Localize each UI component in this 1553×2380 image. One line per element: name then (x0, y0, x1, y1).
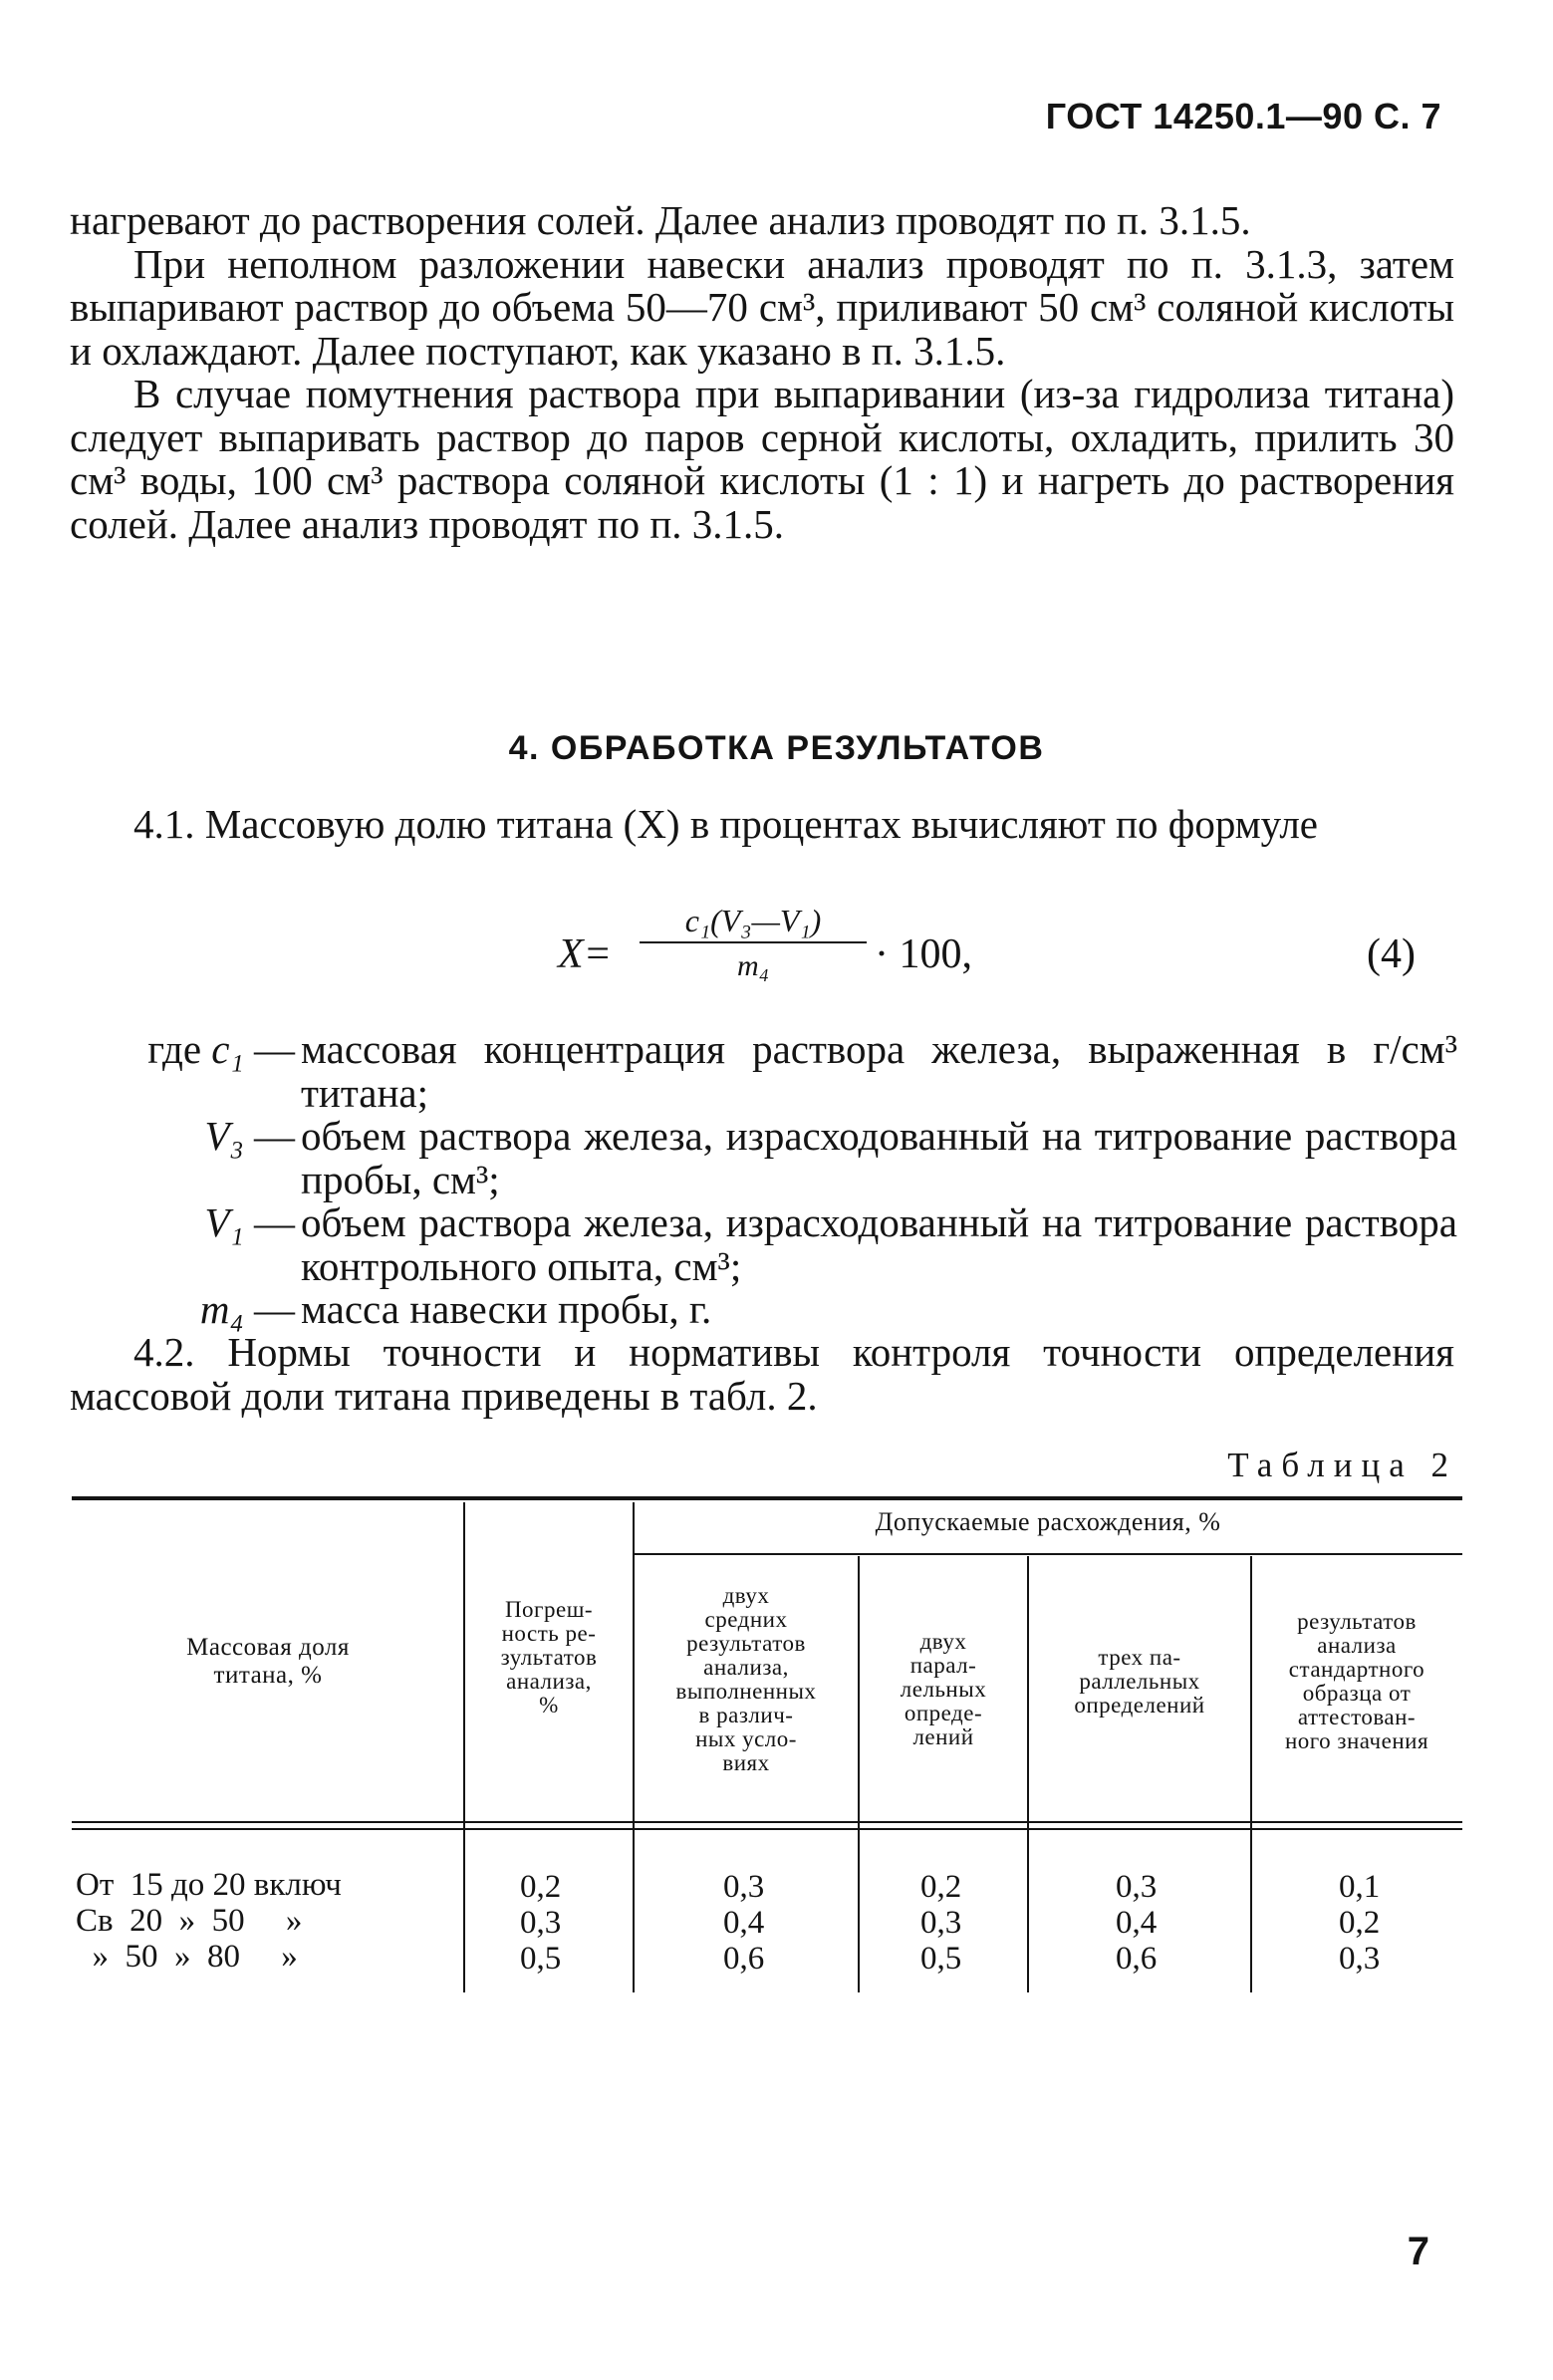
formula-lhs: X= (558, 931, 612, 977)
clause-4-2: 4.2. Нормы точности и нормативы контроля точности определения массовой доли титана приведены в табл. 2. (70, 1329, 1454, 1419)
paragraph: В случае помутнения раствора при выпаривании (из-за гидролиза титана) следует выпаривать раствор до паров серной кислоты, охладить, прилить 30 см³ воды, 100 см³ раствора соляной кислоты (1 : 1) и нагреть до растворения солей. Далее анализ проводят по п. 3.1.5. (70, 371, 1454, 547)
table-cell: 0,5 (520, 1941, 562, 1977)
formula-multiplier: · 100, (875, 931, 972, 977)
table-cell: 0,6 (723, 1941, 765, 1977)
group-header: Допускаемые расхождения, % (875, 1507, 1221, 1536)
definition-symbol: V₁ — (204, 1199, 295, 1245)
table-caption: Таблица 2 (1227, 1446, 1457, 1484)
running-header: ГОСТ 14250.1—90 С. 7 (1045, 96, 1441, 136)
column-header-titanium: Массовая доля титана, % (186, 1634, 350, 1689)
table-row-label: От 15 до 20 включ (76, 1867, 342, 1903)
definition-text: масса навески пробы, г. (301, 1286, 712, 1332)
page-number: 7 (1407, 2230, 1429, 2273)
column-header-three-parallel: трех па- раллельных определений (1074, 1645, 1205, 1718)
table-cell: 0,6 (1116, 1941, 1158, 1977)
formula-numerator: c₁(V₃—V₁) (640, 903, 867, 943)
definition-symbol: где c₁ — (147, 1026, 295, 1072)
table-cell: 0,3 (1339, 1941, 1381, 1977)
table-row-label: Св 20 » 50 » (76, 1903, 303, 1939)
table-cell: 0,4 (723, 1905, 765, 1941)
section-title: 4. ОБРАБОТКА РЕЗУЛЬТАТОВ (508, 729, 1045, 767)
table-row-label: » 50 » 80 » (76, 1939, 298, 1975)
column-header-two-parallel: двух парал- лельных опреде- лений (900, 1629, 987, 1749)
definition-text: объем раствора железа, израсходованный на титрование раствора контрольного опыта, см³; (301, 1199, 1457, 1289)
table-cell: 0,3 (520, 1905, 562, 1941)
table-cell: 0,3 (723, 1869, 765, 1905)
table-cell: 0,2 (920, 1869, 962, 1905)
table-cell: 0,1 (1339, 1869, 1381, 1905)
definition-symbol: V₃ — (204, 1113, 295, 1159)
definition-text: массовая концентрация раствора железа, выраженная в г/см³ титана; (301, 1026, 1457, 1116)
table-cell: 0,3 (920, 1905, 962, 1941)
column-header-standard-sample: результатов анализа стандартного образца от аттестован- ного значения (1284, 1609, 1429, 1753)
definition-symbol: m₄ — (199, 1286, 295, 1332)
column-header-two-means: двух средних результатов анализа, выполненных в различ- ных усло- виях (675, 1583, 817, 1775)
table-cell: 0,4 (1116, 1905, 1158, 1941)
table-cell: 0,5 (920, 1941, 962, 1977)
paragraph: нагревают до растворения солей. Далее анализ проводят по п. 3.1.5. (70, 197, 1251, 243)
table-cell: 0,2 (1339, 1905, 1381, 1941)
definition-text: объем раствора железа, израсходованный на титрование раствора пробы, см³; (301, 1113, 1457, 1202)
formula-denominator: m₄ (736, 949, 770, 982)
equation-number: (4) (1367, 931, 1416, 977)
paragraph: При неполном разложении навески анализ проводят по п. 3.1.3, затем выпаривают раствор до объема 50—70 см³, приливают 50 см³ соляной кислоты и охлаждают. Далее поступают, как указано в п. 3.1.5. (70, 240, 1454, 374)
column-header-error: Погреш- ность ре- зультатов анализа, % (500, 1597, 598, 1718)
clause-4-1: 4.1. Массовую долю титана (X) в процентах вычисляют по формуле (133, 801, 1318, 847)
table-cell: 0,3 (1116, 1869, 1158, 1905)
table-cell: 0,2 (520, 1869, 562, 1905)
